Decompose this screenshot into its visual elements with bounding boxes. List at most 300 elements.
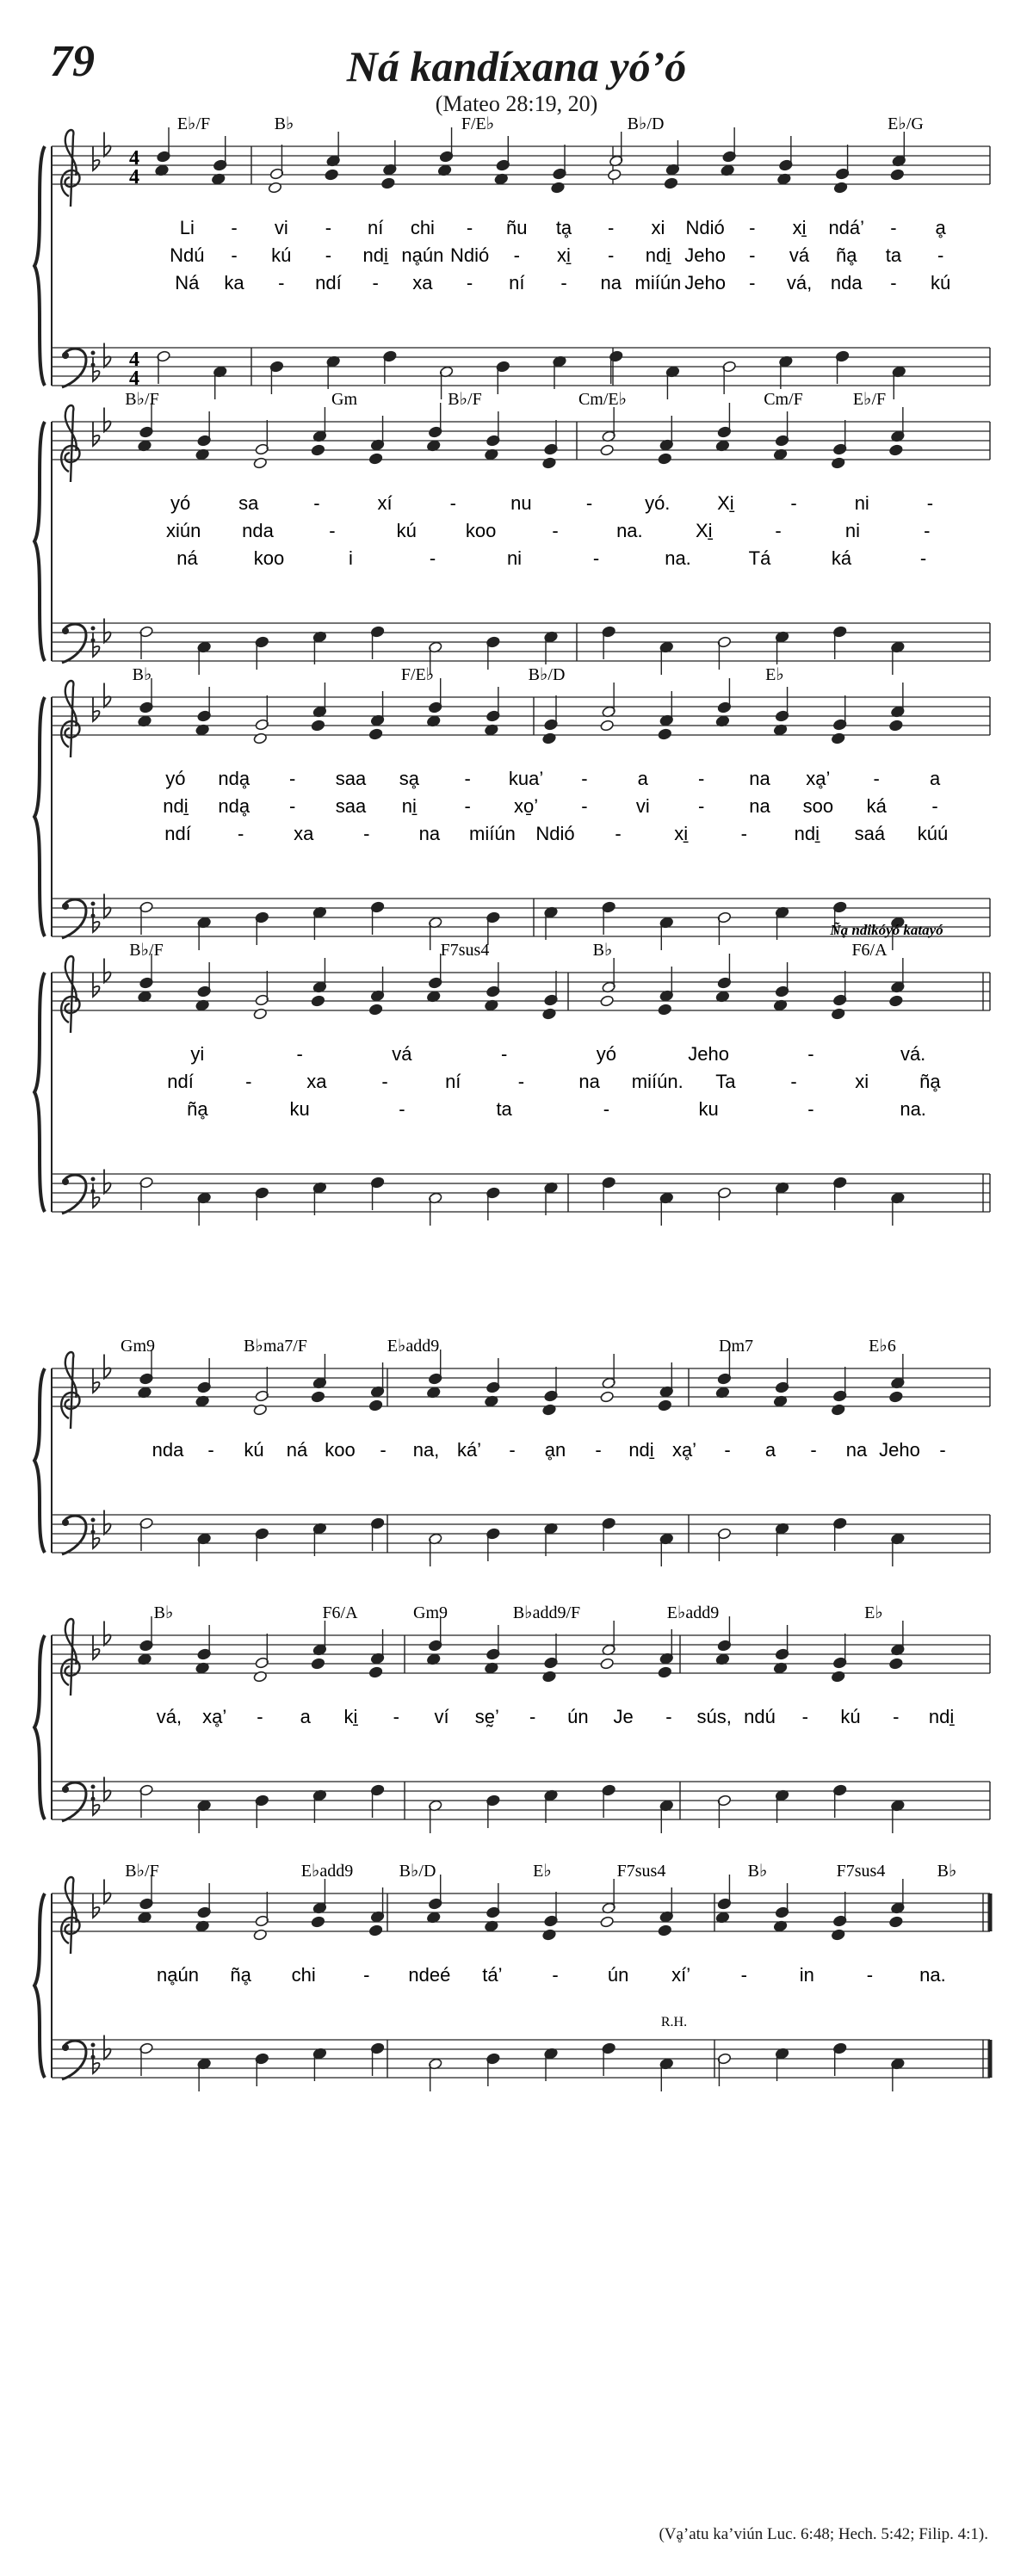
lyric-syllable: ún: [607, 1964, 629, 1986]
chord-symbol: E♭add9: [387, 1337, 440, 1356]
lyric-syllable: -: [775, 520, 782, 541]
chord-symbol: E♭/F: [176, 114, 211, 133]
music-system: [34, 390, 990, 675]
treble-clef-icon: [61, 956, 79, 1033]
lyric-syllable: kua’: [508, 768, 544, 789]
lyric-syllable: -: [513, 244, 520, 266]
lyric-syllable: ḁn: [544, 1439, 566, 1461]
lyric-syllable: nu: [510, 492, 532, 514]
lyric-syllable: -: [363, 1964, 370, 1986]
lyric-syllable: na.: [665, 547, 691, 569]
lyric-syllable: Xi̱: [717, 492, 734, 514]
lyric-syllable: -: [926, 492, 934, 514]
chord-symbol: B♭add9/F: [512, 1603, 581, 1622]
lyric-syllable: -: [697, 795, 705, 817]
time-sig-bottom: 4: [129, 368, 139, 390]
lyric-syllable: -: [466, 272, 473, 293]
lyric-syllable: xí’: [671, 1964, 691, 1986]
lyric-syllable: xa: [412, 272, 433, 293]
chord-symbol: B♭/F: [125, 1862, 159, 1881]
chord-symbol: E♭6: [869, 1337, 896, 1356]
brace: [34, 1368, 45, 1553]
lyric-syllable: tḁ: [555, 217, 572, 238]
lyric-syllable: vi: [635, 795, 650, 817]
music-system: [34, 665, 990, 950]
chord-symbol: F7sus4: [616, 1862, 666, 1881]
lyric-syllable: -: [399, 1098, 405, 1120]
lyric-syllable: a: [764, 1439, 776, 1461]
lyric-syllable: ki̱: [343, 1706, 358, 1727]
lyric-syllable: -: [464, 768, 471, 789]
chord-symbol: B♭ma7/F: [244, 1337, 307, 1356]
treble-clef-icon: [61, 681, 79, 757]
lyric-syllable: ndi̱: [794, 823, 820, 844]
lyric-syllable: Ndió: [449, 244, 490, 266]
brace: [34, 422, 45, 661]
lyric-syllable: -: [873, 768, 880, 789]
chord-symbol: B♭/F: [448, 390, 482, 409]
lyric-syllable: -: [500, 1043, 508, 1065]
chord-symbol: Gm9: [413, 1603, 448, 1622]
hymn-title: Ná kandíxana yó’ó: [346, 42, 687, 90]
lyric-syllable: -: [608, 244, 615, 266]
lyric-syllable: Ná: [175, 272, 200, 293]
lyric-syllable: na: [749, 795, 770, 817]
lyric-syllable: Ndió: [535, 823, 575, 844]
lyric-syllable: ndú: [744, 1706, 776, 1727]
brace: [34, 973, 45, 1212]
treble-staff: [52, 1635, 990, 1673]
lyric-syllable: ún: [567, 1706, 589, 1727]
lyric-syllable: ní: [367, 217, 384, 238]
lyric-syllable: na,: [412, 1439, 440, 1461]
chord-symbol: E♭: [864, 1603, 883, 1622]
lyric-syllable: chi: [291, 1964, 316, 1986]
lyric-syllable: xi̱: [792, 217, 807, 238]
treble-clef-icon: [61, 1352, 79, 1429]
lyric-syllable: vá,: [156, 1706, 182, 1727]
chord-symbol: Cm/E♭: [578, 390, 628, 409]
lyric-syllable: koo: [465, 520, 497, 541]
brace: [34, 1635, 45, 1819]
time-sig-top: 4: [129, 147, 139, 170]
chord-symbol: B♭: [274, 114, 294, 133]
lyric-syllable: yó.: [645, 492, 671, 514]
chord-symbol: E♭add9: [666, 1603, 720, 1622]
treble-staff: [52, 422, 990, 460]
lyric-syllable: ká’: [456, 1439, 482, 1461]
lyric-syllable: sḁ: [399, 768, 419, 789]
lyric-syllable: -: [581, 768, 588, 789]
lyric-syllable: -: [740, 1964, 747, 1986]
lyric-syllable: -: [740, 823, 747, 844]
lyric-syllable: -: [801, 1706, 808, 1727]
lyric-syllable: ñḁ: [187, 1098, 208, 1120]
lyric-syllable: xiún: [166, 520, 201, 541]
lyric-syllable: a: [300, 1706, 311, 1727]
lyric-line: [165, 768, 941, 789]
lyric-syllable: na.: [919, 1964, 946, 1986]
lyric-syllable: -: [231, 217, 238, 238]
lyric-syllable: -: [466, 217, 473, 238]
lyric-syllable: a: [637, 768, 648, 789]
lyric-syllable: xḁ’: [671, 1439, 697, 1461]
key-signature-flats: [93, 2035, 111, 2074]
lyric-line: [163, 795, 937, 817]
lyric-syllable: -: [790, 492, 797, 514]
lyric-syllable: i: [349, 547, 353, 569]
lyric-syllable: Tá: [748, 547, 771, 569]
lyric-syllable: ta: [885, 244, 902, 266]
lyric-syllable: ñu: [506, 217, 528, 238]
music-system: [34, 922, 990, 1226]
lyric-syllable: ndḁ: [218, 768, 251, 789]
lyric-syllable: a: [929, 768, 941, 789]
chord-symbol: B♭/F: [125, 390, 159, 409]
lyric-line: [167, 1071, 941, 1092]
chord-symbol: E♭: [765, 665, 784, 684]
chord-symbol: E♭: [533, 1862, 552, 1881]
lyric-line: [190, 1043, 925, 1065]
music-system: [34, 1862, 990, 2091]
lyric-syllable: -: [207, 1439, 214, 1461]
lyric-syllable: -: [592, 547, 600, 569]
key-signature-flats: [93, 683, 111, 722]
chord-symbol: B♭: [747, 1862, 768, 1881]
treble-clef-icon: [61, 1619, 79, 1696]
lyric-syllable: saa: [335, 795, 367, 817]
lyric-syllable: xí: [377, 492, 393, 514]
treble-staff: [52, 973, 990, 1010]
chord-symbol: B♭/D: [399, 1862, 436, 1881]
lyric-syllable: xi̱: [557, 244, 571, 266]
lyric-syllable: Xi̱: [695, 520, 713, 541]
lyric-syllable: na.: [616, 520, 643, 541]
key-signature-flats: [93, 959, 111, 998]
lyric-line: [164, 823, 948, 844]
treble-clef-icon: [61, 405, 79, 482]
lyric-syllable: -: [560, 272, 567, 293]
lyric-line: [176, 547, 926, 569]
lyric-syllable: Jeho: [688, 1043, 729, 1065]
lyric-syllable: -: [866, 1964, 874, 1986]
lyric-syllable: ndá’: [828, 217, 865, 238]
lyric-syllable: -: [237, 823, 244, 844]
lyric-line: [157, 1706, 955, 1727]
lyric-syllable: xḁ’: [202, 1706, 227, 1727]
lyric-syllable: na: [600, 272, 622, 293]
lyric-syllable: koo: [325, 1439, 356, 1461]
lyric-syllable: yó: [165, 768, 186, 789]
lyric-syllable: -: [381, 1071, 388, 1092]
key-signature-flats: [93, 1355, 111, 1393]
lyric-syllable: ku: [289, 1098, 310, 1120]
footer-reference: (Vḁ’atu ka’viún Luc. 6:48; Hech. 5:42; Filip. 4:1).: [659, 2525, 988, 2543]
lyric-syllable: Ndú: [170, 244, 205, 266]
lyric-syllable: kú: [931, 272, 951, 293]
lyric-syllable: -: [552, 520, 559, 541]
lyric-syllable: -: [603, 1098, 610, 1120]
lyric-syllable: vá.: [900, 1043, 926, 1065]
lyric-syllable: -: [372, 272, 379, 293]
lyric-syllable: -: [509, 1439, 516, 1461]
lyric-syllable: ni: [506, 547, 523, 569]
bass-staff: [52, 1174, 990, 1212]
lyric-syllable: ndḁ: [218, 795, 251, 817]
bass-staff: [52, 623, 990, 661]
brace: [34, 697, 45, 936]
section-direction: Ñḁ ndikóyó katayó: [830, 922, 943, 938]
lyric-syllable: Jeho: [684, 244, 726, 266]
treble-staff: [52, 1893, 990, 1931]
brace: [34, 1893, 45, 2078]
lyric-syllable: Je: [613, 1706, 634, 1727]
lyric-syllable: -: [449, 492, 456, 514]
lyric-line: [157, 1964, 946, 1986]
lyric-syllable: xi̱: [674, 823, 689, 844]
lyric-line: [170, 244, 943, 266]
treble-clef-icon: [61, 1877, 79, 1954]
lyric-syllable: ndí: [315, 272, 342, 293]
lyric-syllable: soo: [802, 795, 834, 817]
bass-clef-icon: [62, 899, 96, 938]
lyric-syllable: miíún: [634, 272, 682, 293]
lyric-syllable: -: [608, 217, 615, 238]
lyric-syllable: nḁún: [157, 1964, 200, 1986]
chord-symbol: Gm: [331, 390, 357, 409]
key-signature-flats: [93, 1777, 111, 1816]
chord-symbol: B♭: [153, 1603, 174, 1622]
lyric-syllable: in: [799, 1964, 814, 1986]
music-system: [34, 1603, 990, 1833]
lyric-syllable: ka: [224, 272, 244, 293]
lyric-syllable: -: [595, 1439, 602, 1461]
key-signature-flats: [93, 619, 111, 658]
lyric-syllable: -: [749, 217, 756, 238]
chord-symbol: B♭: [592, 941, 613, 960]
chord-symbol: B♭/D: [627, 114, 665, 133]
chord-symbol: B♭/F: [129, 941, 164, 960]
lyric-syllable: Ta: [715, 1071, 736, 1092]
lyric-syllable: kú: [840, 1706, 861, 1727]
lyric-syllable: -: [924, 520, 931, 541]
lyric-syllable: ká: [866, 795, 887, 817]
treble-staff: [52, 697, 990, 735]
lyric-syllable: ndi̱: [928, 1706, 955, 1727]
lyric-syllable: -: [529, 1706, 536, 1727]
lyric-syllable: -: [288, 768, 296, 789]
chord-symbol: B♭/D: [528, 665, 566, 684]
lyric-syllable: -: [288, 795, 296, 817]
lyric-syllable: saá: [854, 823, 886, 844]
chord-symbol: E♭/F: [852, 390, 887, 409]
bass-staff: [52, 348, 990, 386]
lyric-syllable: ndí: [164, 823, 191, 844]
lyric-line: [166, 520, 930, 541]
bass-clef-icon: [62, 1782, 96, 1821]
lyric-syllable: ví: [434, 1706, 449, 1727]
time-signature: [129, 147, 139, 390]
lyric-syllable: kú: [396, 520, 417, 541]
lyric-syllable: -: [581, 795, 588, 817]
lyric-syllable: -: [615, 823, 622, 844]
lyric-syllable: -: [257, 1706, 263, 1727]
rh-marking: R.H.: [660, 2015, 688, 2029]
lyric-syllable: kúú: [917, 823, 949, 844]
lyric-syllable: nḁún: [401, 244, 444, 266]
time-sig-bottom: 4: [129, 166, 139, 188]
lyric-syllable: -: [890, 272, 897, 293]
lyric-syllable: -: [893, 1706, 900, 1727]
lyric-syllable: ta: [496, 1098, 512, 1120]
lyric-syllable: saa: [335, 768, 367, 789]
chord-symbol: F7sus4: [836, 1862, 886, 1881]
lyric-syllable: -: [807, 1043, 814, 1065]
lyric-syllable: -: [937, 244, 944, 266]
lyric-syllable: -: [724, 1439, 731, 1461]
lyric-syllable: vi: [274, 217, 288, 238]
lyric-syllable: ḁ: [935, 217, 946, 238]
chord-symbol: F/E♭: [461, 114, 495, 133]
lyric-syllable: ndi̱: [362, 244, 388, 266]
chord-symbol: E♭add9: [300, 1862, 354, 1881]
chord-symbol: Gm9: [121, 1337, 155, 1356]
lyric-syllable: -: [517, 1071, 525, 1092]
lyric-syllable: -: [665, 1706, 672, 1727]
lyric-syllable: na: [749, 768, 770, 789]
chord-symbol: B♭: [937, 1862, 957, 1881]
lyric-syllable: -: [790, 1071, 797, 1092]
lyric-syllable: na: [845, 1439, 868, 1461]
chord-symbol: F6/A: [851, 941, 888, 960]
music-system: [34, 114, 990, 399]
key-signature-flats: [93, 1170, 111, 1208]
bass-clef-icon: [62, 349, 96, 387]
lyric-line: [152, 1439, 946, 1461]
lyric-syllable: -: [296, 1043, 303, 1065]
time-sig-top: 4: [129, 349, 139, 371]
lyric-line: [180, 217, 947, 238]
lyric-syllable: -: [363, 823, 370, 844]
lyric-syllable: vá: [789, 244, 810, 266]
lyric-syllable: xi: [651, 217, 665, 238]
lyric-syllable: -: [807, 1098, 814, 1120]
lyric-syllable: ñḁ: [835, 244, 857, 266]
lyric-syllable: nda: [830, 272, 863, 293]
lyric-syllable: kú: [271, 244, 292, 266]
lyric-syllable: ndí: [167, 1071, 194, 1092]
chord-symbol: Cm/F: [764, 390, 803, 409]
lyric-syllable: ná: [286, 1439, 308, 1461]
lyric-syllable: yó: [596, 1043, 616, 1065]
lyric-syllable: -: [552, 1964, 559, 1986]
lyric-syllable: koo: [253, 547, 285, 569]
hymn-number: 79: [50, 37, 95, 86]
lyric-syllable: ñḁ: [230, 1964, 251, 1986]
key-signature-flats: [93, 1510, 111, 1549]
key-signature-flats: [93, 1880, 111, 1918]
lyric-syllable: na.: [900, 1098, 926, 1120]
music-system: [34, 1337, 990, 1566]
lyric-syllable: sḛ’: [474, 1706, 499, 1727]
treble-staff: [52, 146, 990, 184]
lyric-syllable: vá,: [786, 272, 813, 293]
bass-clef-icon: [62, 2041, 96, 2079]
lyric-syllable: ndi̱: [628, 1439, 654, 1461]
lyric-syllable: na: [578, 1071, 600, 1092]
scripture-reference: (Mateo 28:19, 20): [435, 91, 598, 116]
lyric-syllable: xa: [294, 823, 314, 844]
key-signature-flats: [93, 343, 111, 382]
lyric-syllable: xa: [306, 1071, 327, 1092]
lyric-syllable: miíún.: [631, 1071, 684, 1092]
lyric-syllable: -: [429, 547, 436, 569]
bass-clef-icon: [62, 1516, 96, 1554]
lyric-syllable: -: [749, 244, 756, 266]
lyric-syllable: -: [810, 1439, 817, 1461]
lyric-syllable: Jeho: [879, 1439, 920, 1461]
lyric-syllable: ní: [445, 1071, 461, 1092]
lyric-syllable: kú: [244, 1439, 264, 1461]
lyric-syllable: ku: [698, 1098, 719, 1120]
chord-symbol: F7sus4: [440, 941, 490, 960]
lyric-syllable: -: [278, 272, 285, 293]
bass-clef-icon: [62, 1175, 96, 1214]
key-signature-flats: [93, 408, 111, 447]
lyric-syllable: -: [919, 547, 927, 569]
lyric-syllable: na: [418, 823, 441, 844]
lyric-syllable: -: [749, 272, 756, 293]
lyric-line: [187, 1098, 926, 1120]
chord-symbol: F6/A: [322, 1603, 358, 1622]
lyric-syllable: yó: [170, 492, 191, 514]
lyric-syllable: -: [393, 1706, 399, 1727]
lyric-syllable: sa: [238, 492, 259, 514]
lyric-syllable: Li: [179, 217, 195, 238]
lyric-syllable: nda: [152, 1439, 184, 1461]
bass-staff: [52, 2040, 990, 2078]
lyric-syllable: ñḁ: [919, 1071, 941, 1092]
lyric-line: [170, 492, 933, 514]
lyric-syllable: -: [464, 795, 471, 817]
lyric-syllable: Ndió: [685, 217, 725, 238]
lyric-syllable: -: [931, 795, 938, 817]
lyric-syllable: yi: [190, 1043, 205, 1065]
lyric-syllable: ni: [844, 520, 861, 541]
chord-symbol: B♭: [132, 665, 152, 684]
lyric-syllable: tá’: [482, 1964, 503, 1986]
lyric-syllable: Jeho: [684, 272, 726, 293]
brace: [34, 146, 45, 386]
lyric-syllable: -: [325, 244, 332, 266]
lyric-syllable: -: [325, 217, 332, 238]
bass-clef-icon: [62, 624, 96, 663]
lyric-syllable: sús,: [696, 1706, 732, 1727]
chord-symbol: Dm7: [719, 1337, 753, 1356]
lyric-syllable: ká: [831, 547, 852, 569]
lyric-syllable: -: [231, 244, 238, 266]
lyric-syllable: ndi̱: [163, 795, 189, 817]
lyric-syllable: xi: [855, 1071, 869, 1092]
lyric-syllable: nda: [242, 520, 274, 541]
chord-symbol: E♭/G: [888, 114, 924, 133]
lyric-syllable: -: [313, 492, 320, 514]
bass-staff: [52, 1782, 990, 1819]
lyric-syllable: -: [697, 768, 705, 789]
lyric-syllable: ni: [854, 492, 869, 514]
lyric-syllable: -: [380, 1439, 387, 1461]
lyric-syllable: miíún: [469, 823, 516, 844]
